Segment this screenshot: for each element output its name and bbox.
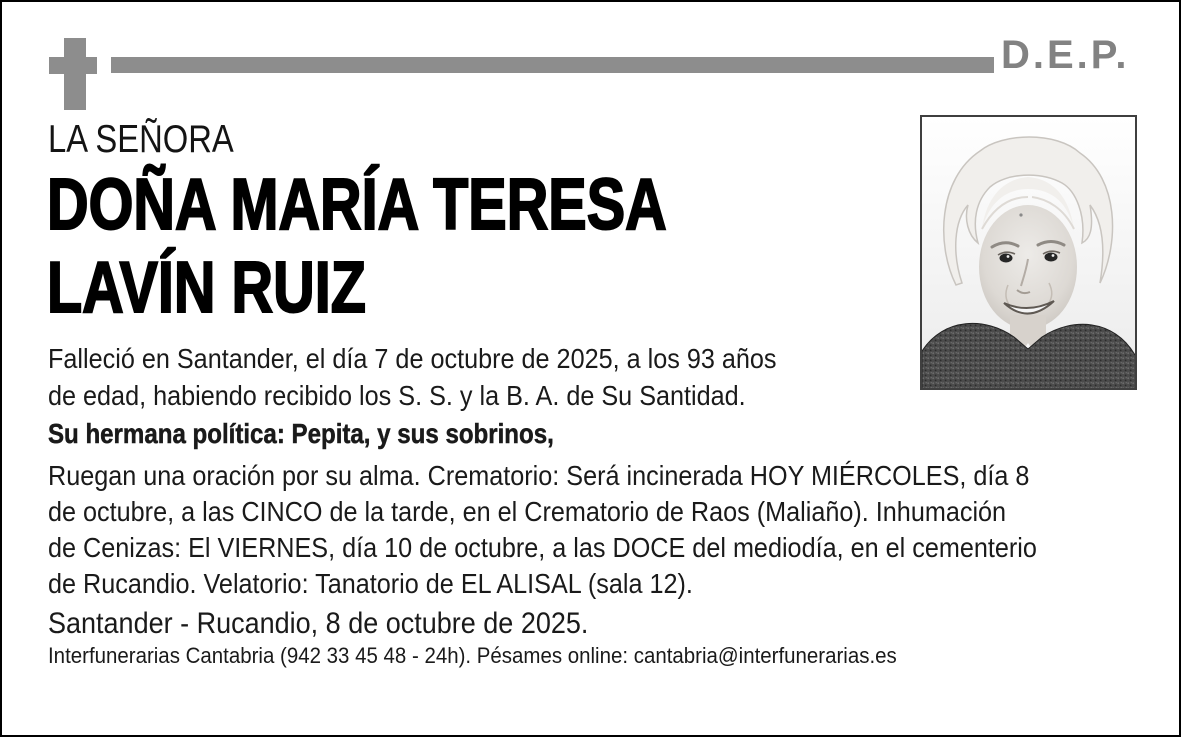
funeral-details-line: de octubre, a las CINCO de la tarde, en el Crematorio de Raos (Maliaño). Inhumación (48, 496, 1007, 527)
death-notice-line: Falleció en Santander, el día 7 de octubre de 2025, a los 93 años (48, 343, 777, 374)
deceased-name (47, 164, 667, 330)
cross-icon (64, 38, 86, 110)
funeral-details (48, 458, 1037, 602)
funeral-details-line: de Cenizas: El VIERNES, día 10 de octubre, a las DOCE del mediodía, en el cementerio (48, 532, 1037, 563)
death-notice-line: de edad, habiendo recibido los S. S. y la B. A. de Su Santidad. (48, 380, 746, 411)
death-notice (48, 340, 777, 414)
deceased-name-line: LAVÍN RUIZ (47, 248, 366, 328)
funeral-details-line: de Rucandio. Velatorio: Tanatorio de EL ALISAL (sala 12). (48, 568, 693, 599)
dep-label: D.E.P. (1001, 33, 1130, 77)
header-rule (111, 57, 994, 73)
intro-title: LA SEÑORA (48, 118, 234, 161)
portrait-photo (920, 115, 1137, 390)
cross-icon-arm (49, 57, 97, 74)
deceased-name-line: DOÑA MARÍA TERESA (47, 165, 667, 245)
funeral-home-contact: Interfunerarias Cantabria (942 33 45 48 - 24h). Pésames online: cantabria@interfunerarias.es (48, 643, 897, 668)
family-line: Su hermana política: Pepita, y sus sobrinos, (48, 418, 554, 449)
funeral-details-line: Ruegan una oración por su alma. Crematorio: Será incinerada HOY MIÉRCOLES, día 8 (48, 460, 1030, 491)
portrait-illustration (922, 117, 1135, 388)
place-date: Santander - Rucandio, 8 de octubre de 2025. (48, 607, 589, 640)
